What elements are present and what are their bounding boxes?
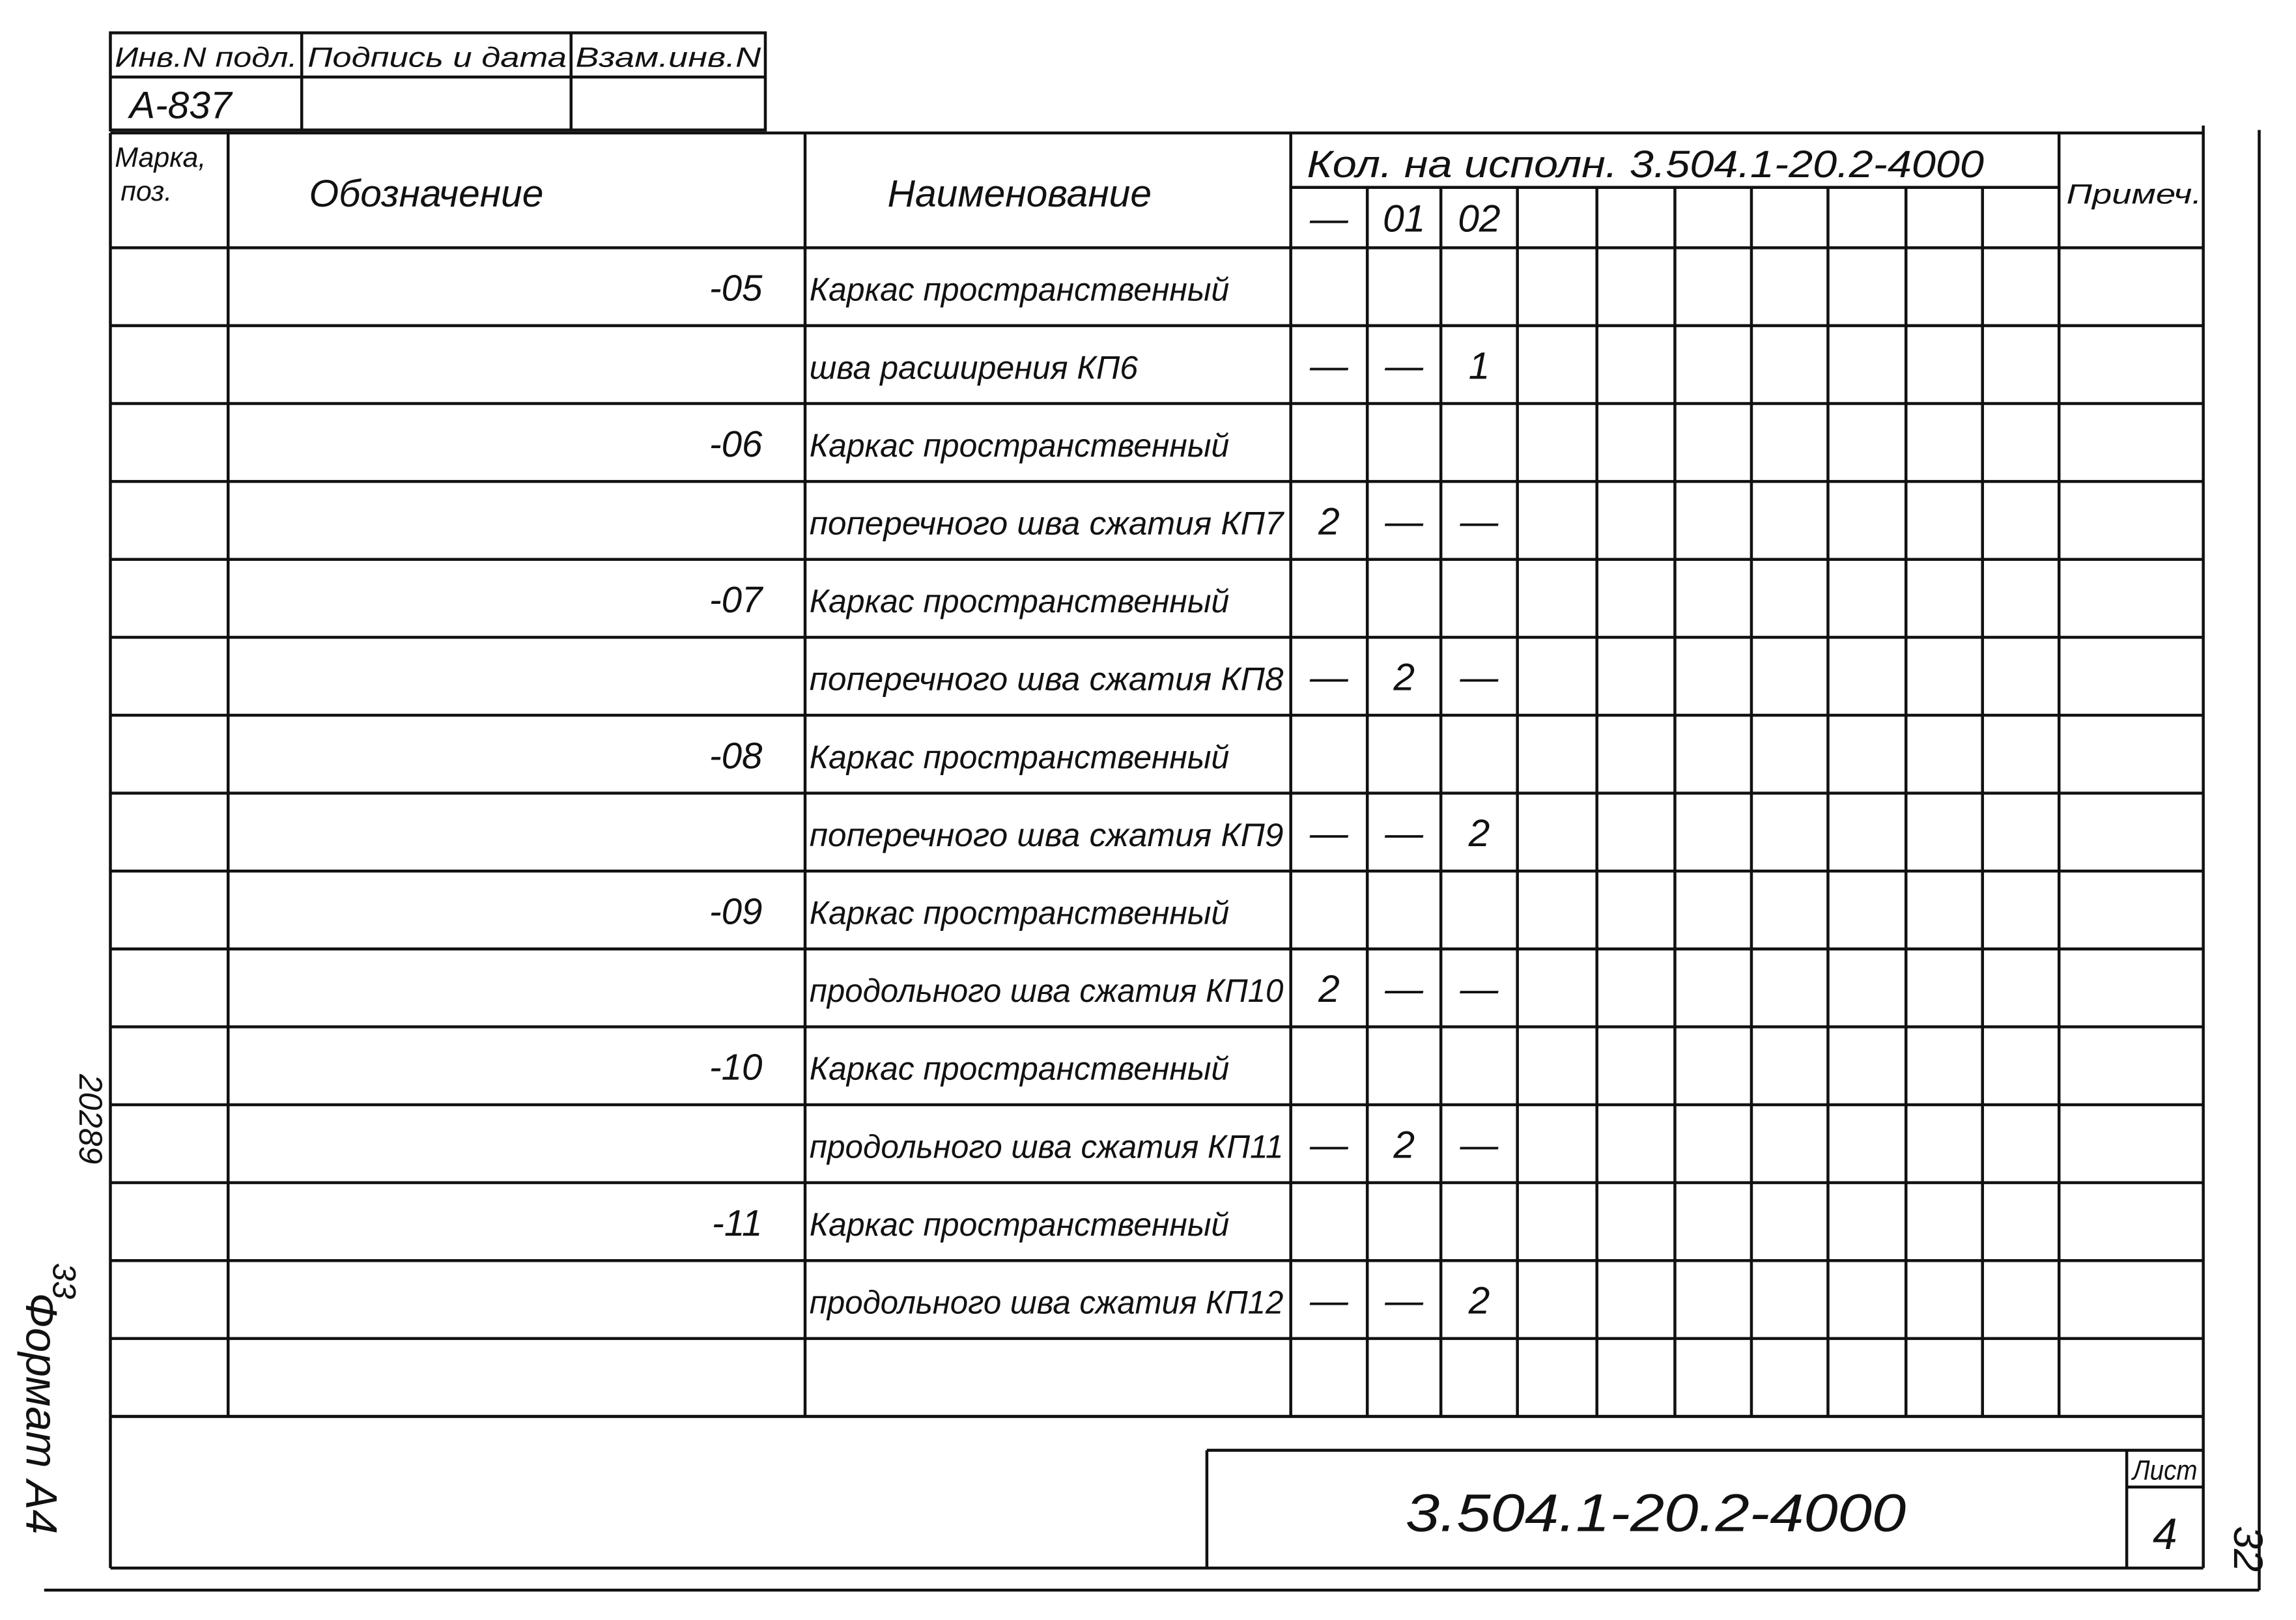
row-qty-0: — [1310, 345, 1348, 388]
table-row [110, 891, 2203, 949]
row-name: Каркас пространственный [809, 894, 1230, 931]
stamp-header-inv: Инв.N подл. [115, 42, 298, 74]
row-name: продольного шва сжатия КП12 [809, 1284, 1284, 1321]
row-name: Каркас пространственный [809, 427, 1230, 464]
inventory-stamp [110, 33, 765, 130]
table-row [110, 1047, 2203, 1105]
table-row [110, 1280, 2203, 1339]
row-qty-0: — [1310, 656, 1348, 699]
row-name: поперечного шва сжатия КП8 [809, 661, 1284, 698]
row-qty-0: 2 [1318, 968, 1340, 1011]
header-qty-col-base: — [1310, 197, 1348, 240]
row-qty-1: — [1385, 500, 1424, 543]
header-mark-line1: Марка, [115, 142, 206, 174]
table-row [110, 968, 2203, 1027]
row-qty-1: 2 [1393, 1124, 1415, 1167]
document-code: 3.504.1-20.2-4000 [1405, 1483, 1906, 1543]
row-qty-2: — [1460, 968, 1499, 1011]
row-qty-2: 2 [1468, 1279, 1490, 1322]
row-qty-0: 2 [1318, 500, 1340, 543]
row-designation: -10 [709, 1046, 763, 1088]
table-row [110, 1202, 2203, 1260]
row-qty-2: — [1460, 1124, 1499, 1167]
table-row [110, 1124, 2203, 1182]
row-designation: -05 [709, 267, 763, 309]
row-name: Каркас пространственный [809, 739, 1230, 776]
row-name: продольного шва сжатия КП11 [809, 1128, 1284, 1165]
row-name: поперечного шва сжатия КП9 [809, 816, 1284, 853]
row-qty-0: — [1310, 812, 1348, 855]
table-header [110, 142, 2203, 248]
header-qty: Кол. на исполн. 3.504.1-20.2-4000 [1307, 143, 1985, 186]
page-number: 32 [2225, 1526, 2271, 1572]
archive-number: 20289 [72, 1073, 109, 1165]
table-row [110, 657, 2203, 715]
main-frame [44, 126, 2260, 1590]
row-qty-1: — [1385, 968, 1424, 1011]
row-qty-1: — [1385, 345, 1424, 388]
row-qty-1: — [1385, 812, 1424, 855]
table-row [110, 423, 2203, 481]
row-name: Каркас пространственный [809, 271, 1230, 308]
header-designation: Обозначение [309, 173, 544, 216]
row-qty-0: — [1310, 1279, 1348, 1322]
row-designation: -06 [709, 423, 763, 464]
sheet-number: 4 [2153, 1509, 2177, 1559]
row-qty-1: — [1385, 1279, 1424, 1322]
row-qty-2: 2 [1468, 812, 1490, 855]
table-row [110, 268, 2203, 326]
sheet-label: Лист [2131, 1455, 2198, 1486]
row-designation: -08 [709, 735, 763, 776]
stamp-header-signature: Подпись и дата [307, 42, 567, 74]
header-mark-line2: поз. [120, 176, 173, 208]
row-name: Каркас пространственный [809, 1050, 1230, 1087]
header-note: Примеч. [2066, 178, 2202, 210]
row-name: Каркас пространственный [809, 583, 1230, 620]
row-name: поперечного шва сжатия КП7 [809, 505, 1285, 542]
row-qty-2: — [1460, 656, 1499, 699]
header-qty-col-02: 02 [1458, 197, 1501, 240]
row-qty-2: 1 [1468, 345, 1490, 388]
row-designation: -07 [709, 579, 763, 621]
row-name: Каркас пространственный [809, 1206, 1230, 1243]
row-qty-0: — [1310, 1124, 1348, 1167]
stamp-inv-number: А-837 [129, 84, 232, 127]
row-qty-1: 2 [1393, 656, 1415, 699]
table-row [110, 500, 2203, 559]
table-row [110, 812, 2203, 871]
format-label: Формат А4 [16, 1292, 66, 1535]
table-row [110, 579, 2203, 637]
table-row [110, 345, 2203, 403]
row-name: продольного шва сжатия КП10 [809, 973, 1284, 1010]
row-designation: -09 [709, 890, 763, 932]
table-body [110, 268, 2203, 1417]
header-name: Наименование [887, 173, 1152, 216]
copy-number: 33 [46, 1262, 83, 1300]
row-qty-2: — [1460, 500, 1499, 543]
title-block [1207, 1450, 2204, 1568]
stamp-header-replaced: Взам.инв.N [575, 42, 762, 74]
row-name: шва расширения КП6 [809, 349, 1139, 386]
header-qty-col-01: 01 [1382, 197, 1426, 240]
row-designation: -11 [712, 1202, 763, 1243]
table-row [110, 735, 2203, 793]
